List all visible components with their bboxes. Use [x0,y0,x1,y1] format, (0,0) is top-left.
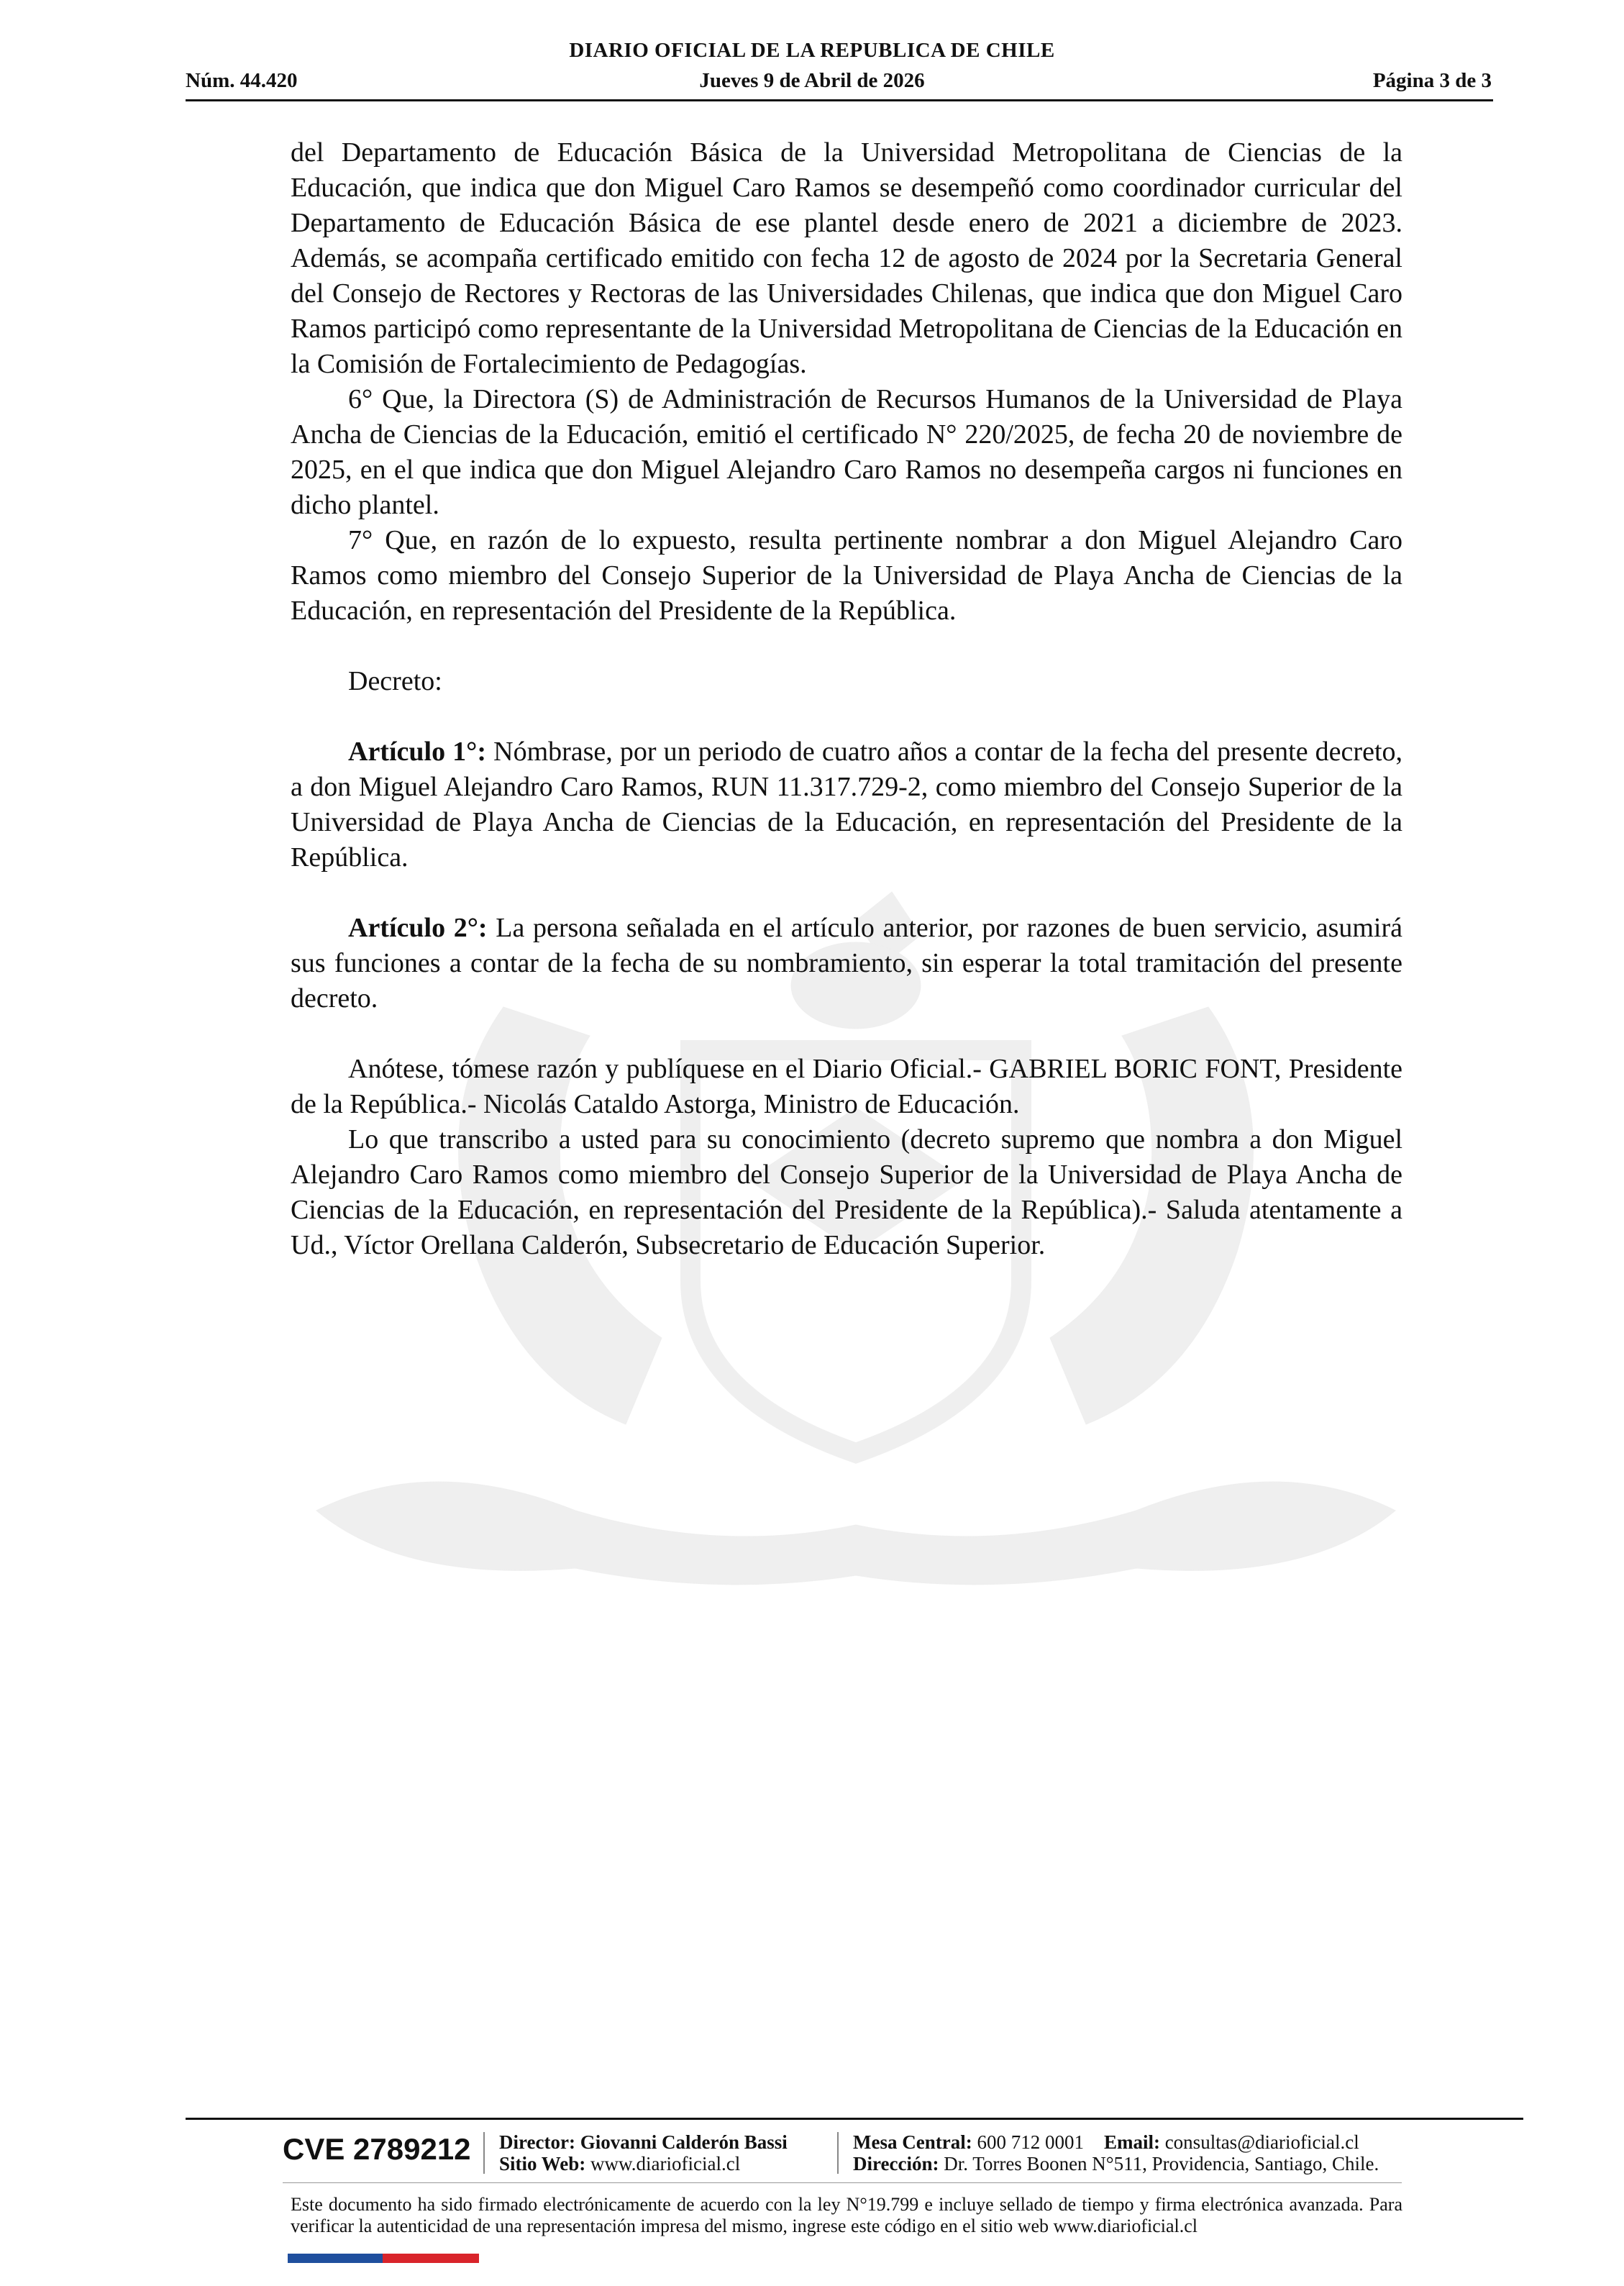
address-label: Dirección: [853,2153,939,2175]
header-divider [186,99,1493,101]
cve-code: CVE 2789212 [283,2132,471,2166]
email-link[interactable]: consultas@diarioficial.cl [1164,2131,1359,2153]
decree-body [291,135,1402,1263]
email-label: Email: [1103,2131,1160,2153]
article-1-text: Nómbrase, por un periodo de cuatro años a contar de la fecha del presente decreto, a don Miguel Alejandro Caro Ramos, RUN 11.317.729-2, como miembro del Consejo Superior de la Universidad de Playa Ancha de Ciencias de la Educación, en representación del Presidente de la República. [291,737,1402,873]
footer-separator [837,2132,839,2174]
article-2-text: La persona señalada en el artículo anterior, por razones de buen servicio, asumirá sus funciones a contar de la fecha de su nombramiento, sin esperar la total tramitación del presente decreto. [291,913,1403,1014]
footer-director-block [499,2131,788,2175]
website-label: Sitio Web: [499,2153,586,2175]
paragraph-anotese: Anótese, tómese razón y publíquese en el Diario Oficial.- GABRIEL BORIC FONT, Presidente de la República.- Nicolás Cataldo Astorga, Ministro de Educación. [291,1054,1402,1119]
flag-stripe-red [383,2254,479,2263]
footer-thin-divider [283,2182,1402,2183]
paragraph-sixth: 6° Que, la Directora (S) de Administración de Recursos Humanos de la Universidad de Playa Ancha de Ciencias de la Educación, emitió el certificado N° 220/2025, de fecha 20 de noviembre de 2025, en el que indica que don Miguel Alejandro Caro Ramos no desempeña cargos ni funciones en dicho plantel. [291,384,1402,520]
mesa-phone: 600 712 0001 [977,2131,1084,2153]
article-1 [291,734,1402,875]
signature-notice: Este documento ha sido firmado electrónicamente de acuerdo con la ley N°19.799 e incluye sellado de tiempo y firma electrónica avanzada. Para verificar la autenticidad de una representación impresa del mismo, ingrese este código en el sitio web www.diarioficial.cl [291,2194,1402,2236]
website-link[interactable]: www.diarioficial.cl [590,2153,741,2175]
paragraph-certificate: del Departamento de Educación Básica de la Universidad Metropolitana de Ciencias de la Educación, que indica que don Miguel Caro Ramos se desempeñó como coordinador curricular del Departamento de Educación Básica de ese plantel desde enero de 2021 a diciembre de 2023. Además, se acompaña certificado emitido con fecha 12 de agosto de 2024 por la Secretaria General del Consejo de Rectores y Rectoras de las Universidades Chilenas, que indica que don Miguel Caro Ramos participó como representante de la Universidad Metropolitana de Ciencias de la Educación en la Comisión de Fortalecimiento de Pedagogías. [291,137,1402,379]
director-name: Giovanni Calderón Bassi [580,2131,788,2153]
decree-heading: Decreto: [348,666,442,696]
flag-stripe-blue [288,2254,383,2263]
mesa-label: Mesa Central: [853,2131,972,2153]
article-2 [291,911,1402,1016]
article-1-label: Artículo 1°: [348,737,487,767]
article-2-label: Artículo 2°: [348,913,488,943]
page-indicator: Página 3 de 3 [1372,69,1492,92]
footer-contact-block [853,2131,1379,2175]
issue-number: Núm. 44.420 [186,69,298,92]
publication-title: DIARIO OFICIAL DE LA REPUBLICA DE CHILE [569,39,1055,62]
address-value: Dr. Torres Boonen N°511, Providencia, Santiago, Chile. [944,2153,1379,2175]
director-label: Director: [499,2131,575,2153]
issue-date: Jueves 9 de Abril de 2026 [699,69,925,92]
paragraph-seventh: 7° Que, en razón de lo expuesto, resulta pertinente nombrar a don Miguel Alejandro Caro Ramos como miembro del Consejo Superior de la Universidad de Playa Ancha de Ciencias de la Educación, en representación del Presidente de la República. [291,525,1402,626]
footer-separator [483,2132,485,2174]
paragraph-transcribo: Lo que transcribo a usted para su conocimiento (decreto supremo que nombra a don Miguel Alejandro Caro Ramos como miembro del Consejo Superior de la Universidad de Playa Ancha de Ciencias de la Educación, en representación del Presidente de la República).- Saluda atentamente a Ud., Víctor Orellana Calderón, Subsecretario de Educación Superior. [291,1124,1402,1260]
footer-divider [186,2118,1523,2120]
